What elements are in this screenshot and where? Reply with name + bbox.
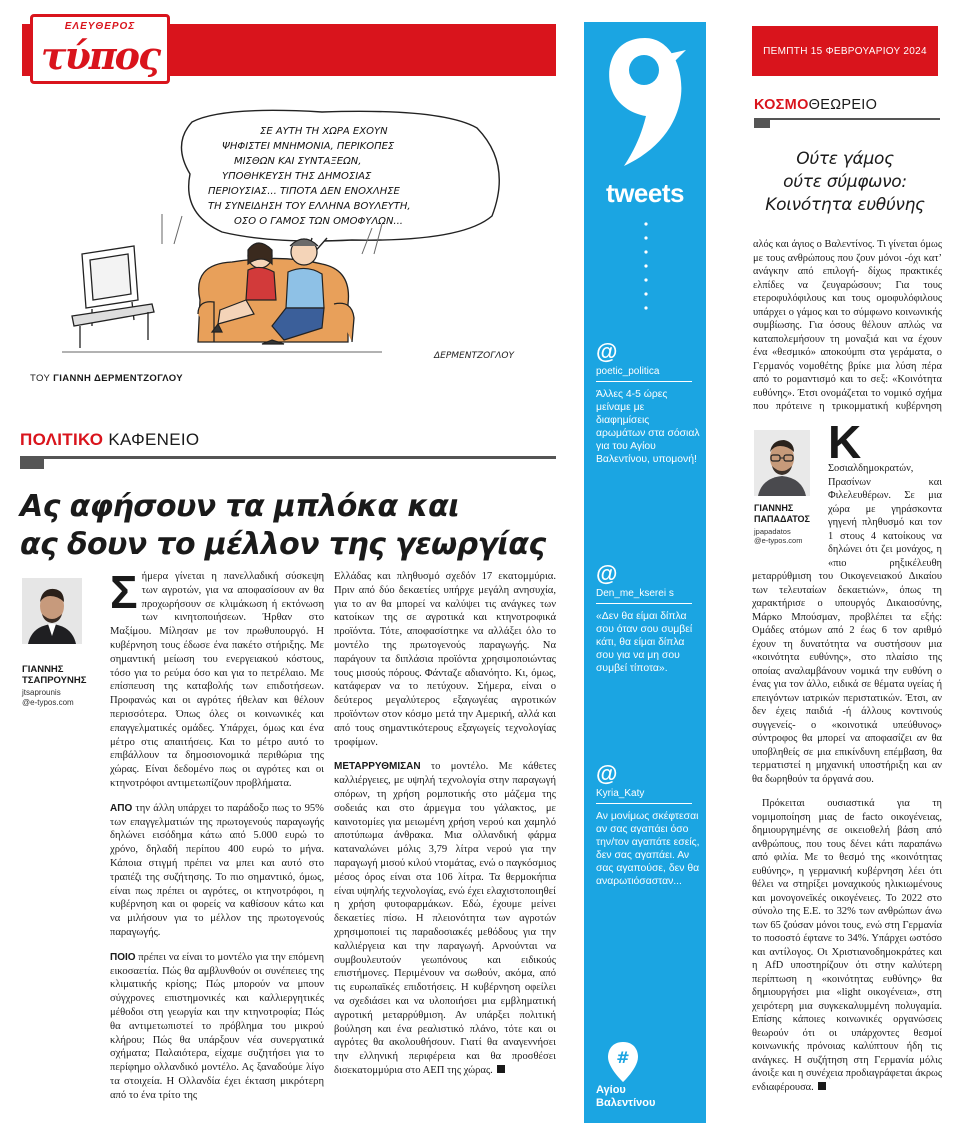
paragraph-text: ήμερα γίνεται η πανελλαδική σύσκεψη των αγροτών, για να αποφασίσουν αν θα προχωρήσουν σε κλιμάκωση ή εκτόνωση των κινητοποιήσεων. Ήρθαν στο Μαξίμου. Μίλησαν με τον πρωθυπουργό. Η κυβέρνηση τους έδωσε ένα πακέτο στήριξης. Με σημαντική μείωση του ενεργειακού κόστους, τόσο για το ρεύμα όσο και για το πετρέλαιο. Με επίσπευση της καταβολής των επιδοτήσεων. Προφανώς και οι αγρότες ήθελαν και θέλουν περισσότερα. Όπως όλες οι κοινωνικές και επαγγελματικές ομάδες. Υπάρχει, όμως και ένα μέτρο στις απαιτήσεις. Και το μέτρο αυτό το επιβάλλουν τα δημοσιονομικά περιθώρια της χώρας. Είναι δεδομένο πως οι αγρότες και οι κτηνοτρόφοι αντιμετωπίζουν προβλήματα. [110,571,324,789]
tweets-title: tweets [606,178,684,208]
article-headline [748,148,942,217]
paragraph-text: την άλλη υπάρχει το παράδοξο πως το 95% των επαγγελματιών της πρωτογενούς παραγωγής δηλώνει εισόδημα κάτω από 5.000 ευρώ το χρόνο, δηλαδή περίπου 400 ευρώ το μήνα. Κάποια στιγμή πρέπει να μπει και αυτό στο τραπέζι της συζήτησης. Το πιο σημαντικό, όμως, είναι πως πρέπει οι αγρότες, οι κτηνοτρόφοι, η κυβέρνηση και οι φορείς να καθίσουν κάτω και να μιλήσουν για το μέλλον της πρωτογενούς παραγωγής. [110,802,324,938]
article-paragraph [334,760,556,1077]
speech-line: ΥΠΟΘΗΚΕΥΣΗ ΤΗΣ ΔΗΜΟΣΙΑΣ [222,171,372,182]
hashtag-line: Βαλεντίνου [596,1097,656,1109]
speech-line: ΟΣΟ Ο ΓΑΜΟΣ ΤΩΝ ΟΜΟΦΥΛΩΝ... [234,216,403,227]
author-name-line: ΓΙΑΝΝΗΣ [22,664,64,675]
hashtag-symbol: # [616,1048,630,1067]
tweet-username[interactable]: Den_me_kserei s [596,588,674,599]
tweet-rule [596,381,692,382]
headline-line: ας δουν το μέλλον της γεωργίας [20,527,546,562]
section-rule [754,118,940,120]
tv-set-drawing [72,246,154,348]
article-headline [20,488,560,564]
author-email[interactable] [754,527,824,545]
tweet-username[interactable]: poetic_politica [596,366,660,377]
section-tag-bold: ΚΟΣΜΟ [754,97,809,113]
section-tag [20,430,199,450]
author-name [754,503,814,524]
author-name-line: ΠΑΠΑΔΑΤΟΣ [754,513,810,524]
section-tag [754,97,877,113]
article-column [752,238,942,1138]
paragraph-lead: ΜΕΤΑΡΡΥΘΜΙΣΑΝ [334,761,421,773]
author-email-line: jtsaprounis [22,688,61,697]
article-paragraph: Ελλάδας και πληθυσμό σχεδόν 17 εκατομμύρια. Πριν από δύο δεκαετίες υπήρχε μεγάλη ανησυχία, για το αν θα μπορεί να καλύψει τις ανάγκες των κατοίκων της σε αγροτικά και κτηνοτροφικά προϊόντα. Τότε, αποφασίστηκε να αλλάξει όλο το μοντέλο της πρωτογενούς παραγωγής. Να παράγουν τα διπλάσια προϊόντα χρησιμοποιώντας τους μισούς πόρους. Φάνταζε αδιανόητο. Κι, όμως, κατάφεραν να το πετύχουν. Σήμερα, είναι ο δεύτερος μεγαλύτερος εξαγωγέας αγροτικών προϊόντων στον κόσμο μετά την Αμερική, αλλά και από τους σημαντικότερους εξαγωγείς τεχνολογίας τροφίμων. [334,571,556,748]
author-photo [754,430,810,496]
section-rule-tab [20,459,44,469]
bird-icon [602,32,688,172]
at-icon: @ [596,561,618,586]
section-rule-tab [754,120,770,128]
logo-small-text: ΕΛΕΥΘΕΡΟΣ [64,21,136,32]
headline-line: Ούτε γάμος [796,149,894,169]
paragraph-text: αλός και άγιος ο Βαλεντίνος. Τι γίνεται όμως με τους ανθρώπους που ζουν μόνοι -όχι κατ’ ανάγκην από επιλογή- δίχως πρακτικές ελπίδες να ζευγαρώσουν; Για τους ετεροφυλόφιλους και τους ομοφυλόφιλους υπάρχει ο γάμος και το σύμφωνο κοινωνικής συμβίωσης. Για όσους θέλουν απλώς να καταπολεμήσουν τη μοναξιά και να έχουν ένα «θεσμικό» αποκούμπι στα γεράματα, ο Γερμανός νομοθέτης βρίκε μια λύση πέρα από το ρομαντισμό και το σεξ: «Κοινότητα ευθύνης». Έτσι ονομάζεται το νομικό σχήμα που πρότεινε η τρικομματική κυβέρνηση Σοσιαλδημοκρατών, Πρασίνων και Φιλελευθέρων. Σε μια χώρα με γηράσκοντα γηγενή πληθυσμό και τον 1 στους 4 κατοίκους να δηλώνει ότι ζει μονάχος, η «πιο ρηξικέλευθη μεταρρύθμιση του Οικογενειακού Δικαίου των τελευταίων δεκαετιών», όπως τη χαρακτήρισε ο υπουργός Δικαιοσύνης, Μάρκο Μπούσμαν, προβλέπει τα εξής: Ομάδες ατόμων από 2 έως 6 τον αριθμό έχουν τη δυνατότητα να συστήσουν μια «κοινότητα ευθύνης», στο πλαίσιο της οποίας αναλαμβάνουν νομικά την ευθύνη ο ένας για τον άλλο, ειδικά σε θέματα υγείας ή επειγόντων ιατρικών περιστατικών. Έτσι, αν δεν έχεις παιδιά -ή άλλους κοντινούς συγγενείς- ο «κοινοτικά υπεύθυνος» σύντροφος θα μπορεί να αποφασίζει αν θα υποβληθείς σε μια επικίνδυνη επέμβαση, θα τερματιστεί η μηχανική υποστήριξη και αν θα δωρηθούν τα όργανά σου. [752,239,942,785]
article-body [752,238,942,1094]
author-email-line: jpapadatos [754,527,791,536]
paragraph-text: πρέπει να είναι το μοντέλο για την επόμενη εικοσαετία. Πώς θα αμβλυνθούν οι συνέπειες της κλιματικής κρίσης; Πώς μπορούν να μπουν σύγχρονες επιστημονικές και καλλιεργητικές μέθοδοι στη γεωργία και την κτηνοτροφία; Πώς θα αντιμετωπιστεί το πρόβλημα του μικρού κλήρου; Πώς θα υπάρξουν νέα συνεργατικά σχήματα; Παλαιότερα, είχαμε συζητήσει για το περίφημο ολλανδικό μοντέλο. Ας ξαναδούμε λίγο τα στοιχεία. Η Ολλανδία έχει έκταση μικρότερη από το ένα τρίτο της [110,951,324,1101]
article-paragraph [752,797,942,1094]
cartoon-signature: ΔΕΡΜΕΝΤΖΟΓΛΟΥ [434,351,514,361]
cartoon-illustration [22,104,556,366]
author-name-line: ΤΣΑΠΡΟΥΝΗΣ [22,675,87,686]
author-name-line: ΓΙΑΝΝΗΣ [754,503,794,513]
author-name [22,664,94,686]
hashtag-label[interactable] [596,1084,700,1110]
headline-line: Κοινότητα ευθύνης [765,195,925,215]
author-email-line: @e-typos.com [22,698,74,707]
hashtag-pin-icon [606,1040,640,1084]
article-paragraph [110,570,324,791]
end-mark [497,1065,505,1073]
at-icon: @ [596,761,618,786]
article-paragraph [110,951,324,1103]
headline-line: ούτε σύμφωνο: [783,172,907,192]
speech-line: ΨΗΦΙΣΤΕΙ ΜΝΗΜΟΝΙΑ, ΠΕΡΙΚΟΠΕΣ [222,141,395,152]
section-tag-bold: ΠΟΛΙΤΙΚΟ [20,430,104,449]
tweet-rule [596,603,692,604]
speech-line: ΠΕΡΙΟΥΣΙΑΣ... ΤΙΠΟΤΑ ΔΕΝ ΕΝΟΧΛΗΣΕ [208,186,400,197]
paragraph-lead: ΠΟΙΟ [110,951,136,963]
paragraph-text: Πρόκειται ουσιαστικά για τη νομιμοποίηση μιας de facto οικογένειας, δημιουργημένης σε οικειοθελή βάση από ανθρώπους, που τους δένει κάτι παραπάνω από φιλία. Με το θεσμό της «κοινότητας ευθύνης», η γερμανική κυβέρνηση λέει ότι θέλει να στηρίξει μοναχικούς ηλικιωμένους και μονογονεϊκές οικογένειες. Το 2022 στο σύνολο της Ε.Ε. το 32% των ανθρώπων άνω των 65 ζούσαν μόνοι τους, ενώ στη Γερμανία το ποσοστό έφτανε το 34%. Υπάρχει ωστόσο και αντίλογος. Οι Χριστιανοδημοκράτες και η AfD υποστηρίζουν ότι στην καλύτερη περίπτωση η «κοινότητας ευθύνης» θα δημιουργήσει μια «light οικογένεια», στη χειρότερη μια συγκεκαλυμμένη πολυγαμία. Επίσης κάποιες κοινωνικές οργανώσεις θεωρούν ότι οι υπάρχοντες θεσμοί κοινωνικής πρόνοιας καλύπτουν ήδη τις ανάγκες. Η συζήτηση στη Γερμανία μόλις άνοιξε και η συνέχεια προδιαγράφεται άκρως ενδιαφέρουσα. [752,798,942,1093]
section-tag-light: ΘΕΩΡΕΙΟ [808,97,878,113]
paragraph-lead: ΑΠΟ [110,802,133,814]
section-tag-light: ΚΑΦΕΝΕΙΟ [103,430,200,449]
author-photo [22,578,82,644]
section-rule [20,456,556,459]
dropcap: Σ [110,570,138,618]
speech-line: ΣΕ ΑΥΤΗ ΤΗ ΧΩΡΑ ΕΧΟΥΝ [260,126,388,137]
article-paragraph [110,802,324,940]
cartoon-credit-prefix: ΤΟΥ [30,373,54,384]
tweets-column [584,22,706,1123]
speech-line: ΤΗ ΣΥΝΕΙΔΗΣΗ ΤΟΥ ΕΛΛΗΝΑ ΒΟΥΛΕΥΤΗ, [208,201,411,212]
tweet-rule [596,803,692,804]
tweet [596,762,700,888]
logo-big-text: τύπος [40,33,160,78]
article-column-1 [110,570,324,1132]
hashtag-line: Αγίου [596,1084,626,1096]
tweet-text: Αν μονίμως σκέφτεσαι αν σας αγαπάει όσο την/τον αγαπάτε εσείς, δεν σας αγαπάει. Αν σας αγαπούσε, δεν θα αναρωτιόσασταν... [596,811,700,887]
tweet-text: Άλλες 4-5 ώρες μείναμε με διαφημίσεις αρωμάτων στα σόσιαλ για του Αγίου Βαλεντίνου, υπομονή! [596,389,700,465]
headline-line: Ας αφήσουν τα μπλόκα και [20,489,460,524]
tweet-text: «Δεν θα είμαι δίπλα σου όταν σου συμβεί κάτι, θα είμαι δίπλα σου για να μη σου συμβεί τίποτα». [596,611,693,674]
tweet [596,340,700,466]
issue-date: ΠΕΜΠΤΗ 15 ΦΕΒΡΟΥΑΡΙΟΥ 2024 [763,46,927,57]
dropcap: Κ [828,416,862,468]
tweet-username[interactable]: Kyria_Katy [596,788,645,799]
cartoon-credit-name: ΓΙΑΝΝΗ ΔΕΡΜΕΝΤΖΟΓΛΟΥ [53,373,184,384]
paragraph-text: το μοντέλο. Με κάθετες καλλιέργειες, με υψηλή τεχνολογία στην παραγωγή σπόρων, τη χρήση ρομποτικής στο μάζεμα της σοδειάς και στο άρμεγμα του γάλακτος, με καινοτομίες για μειωμένη χρήση νερού και χαμηλό αποτύπωμα άνθρακα. Μια ολλανδική φάρμα καταναλώνει μόλις 3,79 λίτρα νερού για την παραγωγή μισού κιλού ντομάτας, ενώ ο παγκόσμιος μέσος όρος είναι στα 106 λίτρα. Τα θερμοκήπια είναι υψηλής τεχνολογίας, ενώ έχει ελαχιστοποιηθεί η χρήση φυτοφαρμάκων. Εδώ, έχουμε μείνει δεκαετίες πίσω. Η πλειονότητα των αγροτών χρησιμοποιεί τις παραδοσιακές μεθόδους για την καλλιέργεια και την παραγωγή. Αρνούνται να συμβουλευτούν γεωπόνους και ειδικούς επιστήμονες. Περιμένουν να σωθούν, ακόμα, από τις ευρωπαϊκές επιδοτήσεις. Η κυβέρνηση οφείλει να σχεδιάσει και να υλοποιήσει μια εμβληματική αγροτική μεταρρύθμιση. Αν υπάρξει πολιτική βούληση και ένα ρεαλιστικό πλάνο, τότε και οι αγρότες θα ακολουθήσουν. Γιατί θα αναγεννήσει την ελληνική περιφέρεια και θα προσθέσει δισεκατομμύρια στο ΑΕΠ της χώρας. [334,761,556,1076]
dotted-line-decoration [606,218,686,318]
newspaper-logo [30,14,170,84]
tweet [596,562,700,675]
author-email[interactable] [22,688,94,708]
cartoon-credit [30,373,183,384]
speech-line: ΜΙΣΘΩΝ ΚΑΙ ΣΥΝΤΑΞΕΩΝ, [234,156,362,167]
author-email-line: @e-typos.com [754,536,803,545]
end-mark [818,1082,826,1090]
at-icon: @ [596,339,618,364]
article-column-2 [334,570,556,1132]
